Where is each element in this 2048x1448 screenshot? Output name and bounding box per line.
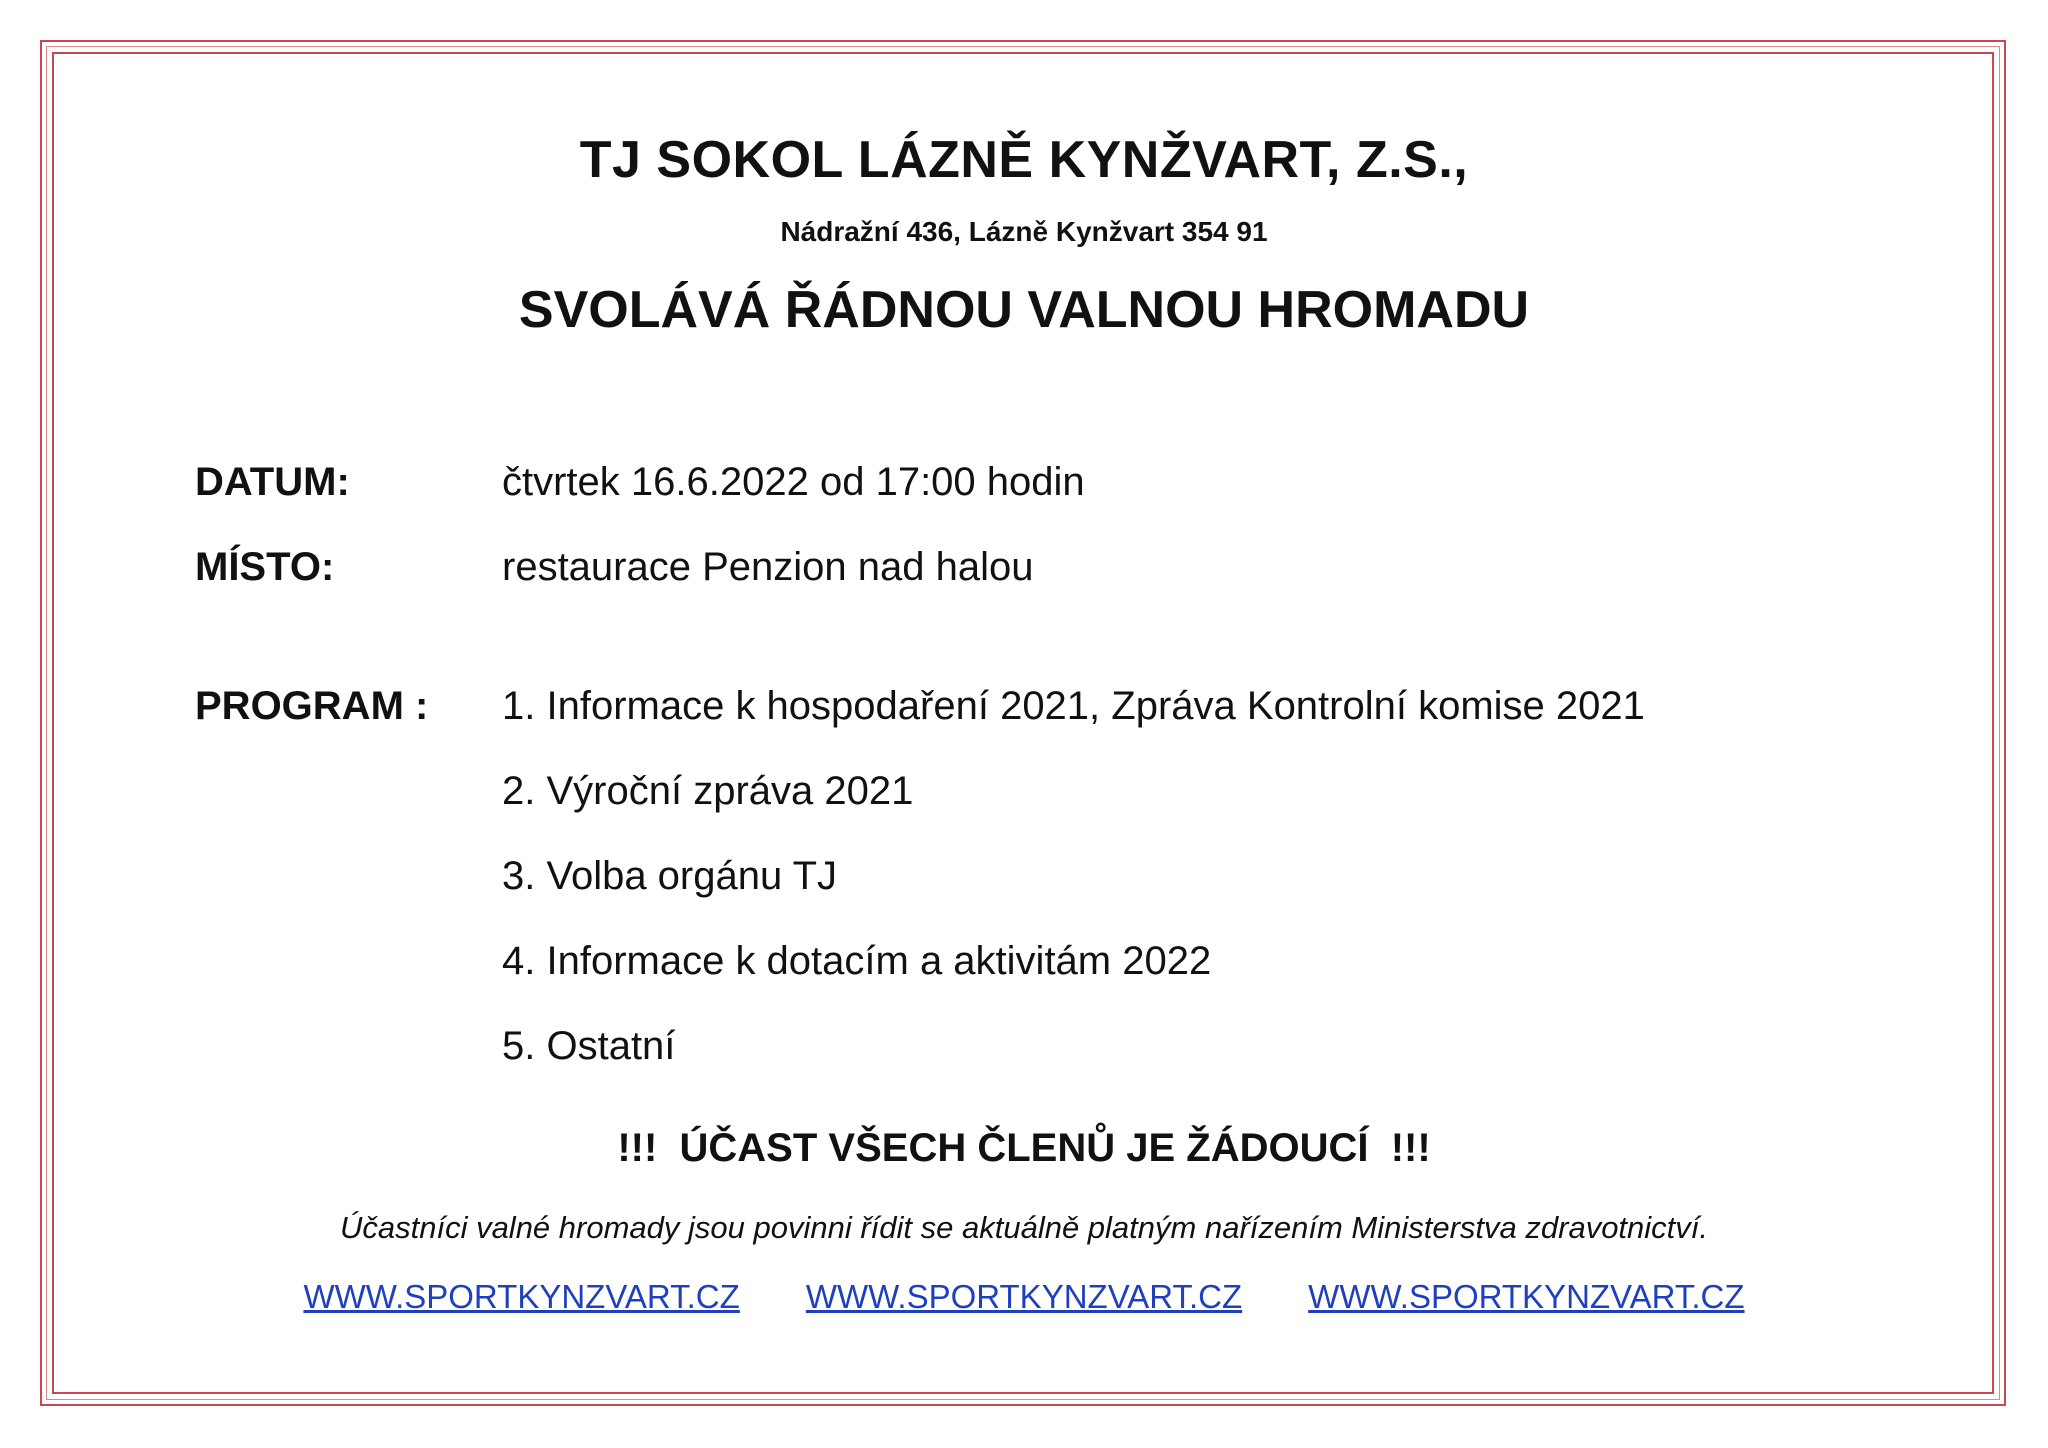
program-item: 5. Ostatní	[502, 1024, 676, 1068]
organization-title: TJ SOKOL LÁZNĚ KYNŽVART, Z.S.,	[579, 131, 1469, 189]
program-item: 1. Informace k hospodaření 2021, Zpráva Kontrolní komise 2021	[502, 684, 1645, 728]
website-link[interactable]: WWW.SPORTKYNZVART.CZ	[805, 1278, 1243, 1315]
attendance-call: !!! ÚČAST VŠECH ČLENŮ JE ŽÁDOUCÍ !!!	[617, 1126, 1431, 1170]
website-link[interactable]: WWW.SPORTKYNZVART.CZ	[1308, 1278, 1745, 1315]
program-item: 4. Informace k dotacím a aktivitám 2022	[502, 939, 1212, 983]
datum-label: DATUM:	[195, 460, 350, 504]
website-link[interactable]: WWW.SPORTKYNZVART.CZ	[303, 1278, 740, 1315]
meeting-announcement-heading: SVOLÁVÁ ŘÁDNOU VALNOU HROMADU	[518, 281, 1530, 339]
program-item: 3. Volba orgánu TJ	[502, 854, 838, 898]
program-item: 2. Výroční zpráva 2021	[502, 769, 914, 813]
organization-address: Nádražní 436, Lázně Kynžvart 354 91	[780, 216, 1268, 247]
health-regulation-notice: Účastníci valné hromady jsou povinni řídit se aktuálně platným nařízením Ministerstva zdravotnictví.	[339, 1210, 1709, 1245]
misto-value: restaurace Penzion nad halou	[502, 545, 1034, 589]
datum-value: čtvrtek 16.6.2022 od 17:00 hodin	[502, 460, 1085, 504]
website-links	[0, 1272, 2048, 1322]
program-label: PROGRAM :	[195, 684, 429, 728]
misto-label: MÍSTO:	[195, 545, 335, 589]
program-list	[502, 676, 1645, 1101]
